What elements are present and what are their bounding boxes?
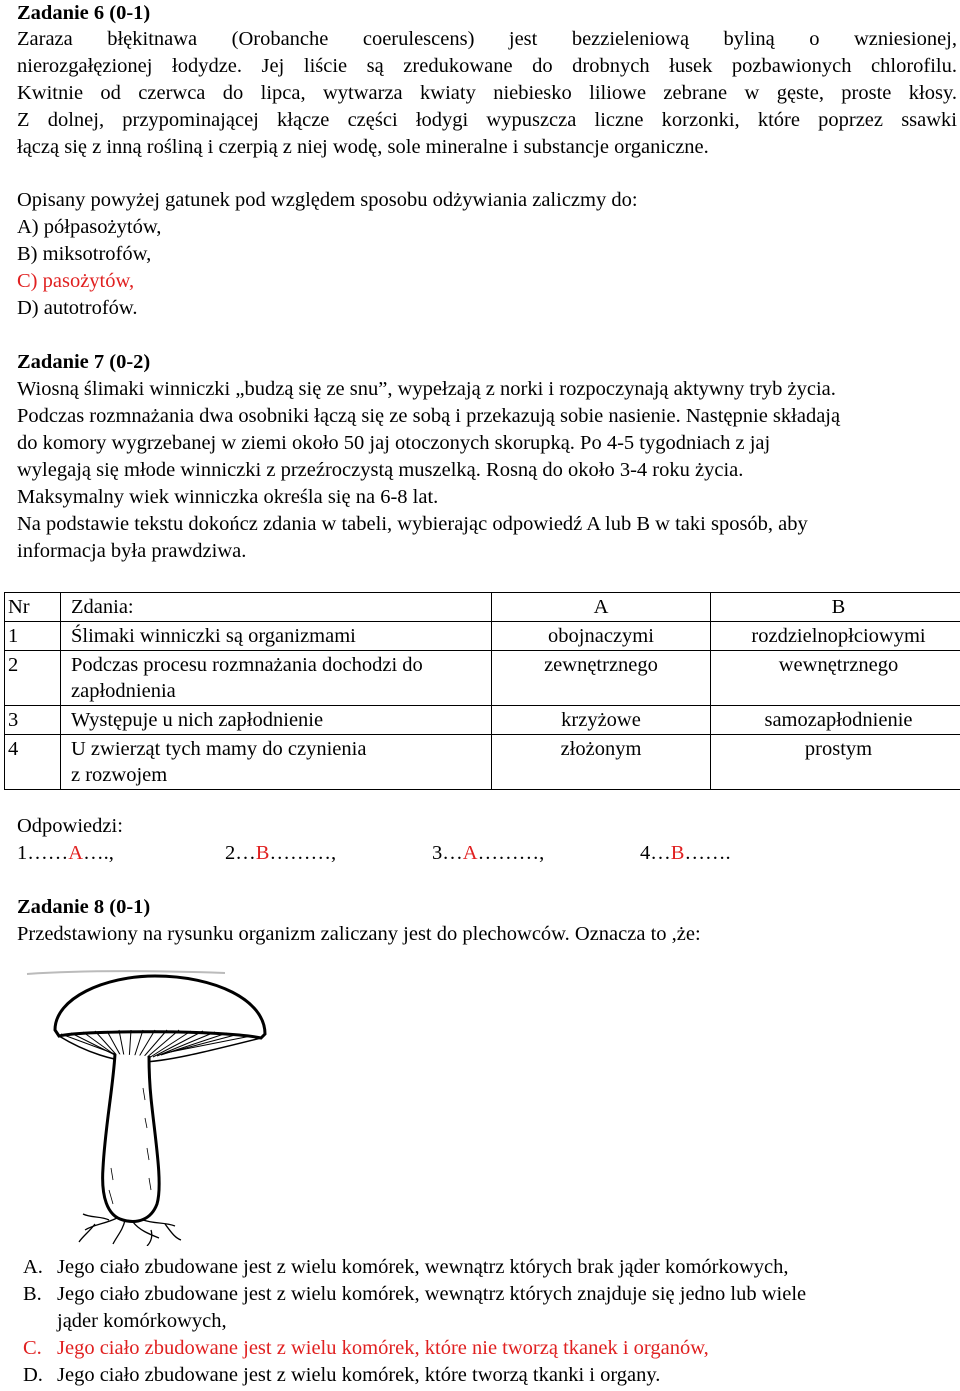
task6-option-b: B) miksotrofów,: [17, 243, 152, 265]
task8-option-b: [23, 1281, 806, 1307]
task8-option-d: [23, 1362, 660, 1388]
table-row: [5, 651, 960, 706]
task6-text-line: łączą się z inną rośliną i czerpią z niej wodę, sole mineralne i substancje organiczne.: [17, 136, 709, 158]
answer-3: [432, 840, 544, 866]
answer-dots: 4…: [640, 842, 671, 864]
answer-dots: 2…: [225, 842, 256, 864]
row-nr: 1: [5, 622, 61, 651]
task7-instruction: Na podstawie tekstu dokończ zdania w tabeli, wybierając odpowiedź A lub B w taki sposób, aby: [17, 513, 808, 535]
task8-question: Przedstawiony na rysunku organizm zaliczany jest do plechowców. Oznacza to ,że:: [17, 923, 701, 945]
task6-text-line: Zaraza błękitnawa (Orobanche coerulescens) jest bezzieleniową byliną o wzniesionej,: [17, 28, 957, 50]
row-option-a: złożonym: [492, 735, 711, 790]
task8-title: Zadanie 8 (0-1): [17, 896, 151, 918]
answer-dots: …….: [684, 842, 731, 864]
row-option-b: samozapłodnienie: [711, 706, 960, 735]
header-sentence: Zdania:: [61, 593, 492, 622]
row-nr: 2: [5, 651, 61, 706]
task6-text-line: nierozgałęzionej łodydze. Jej liście są zredukowane do drobnych łusek pozbawionych chlorofilu.: [17, 55, 957, 77]
table-row: [5, 706, 960, 735]
answer-dots: ….,: [83, 842, 114, 864]
task6-text-line: Z dolnej, przypominającej kłącze części łodygi wypuszcza liczne korzonki, które poprzez ssawki: [17, 109, 957, 131]
answer-dots: 1……: [17, 842, 69, 864]
row-sentence: [61, 622, 492, 651]
header-b: B: [711, 593, 960, 622]
row-nr: 4: [5, 735, 61, 790]
task7-answers: [17, 840, 957, 866]
task7-answers-label: Odpowiedzi:: [17, 815, 123, 837]
task7-text-line: do komory wygrzebanej w ziemi około 50 jaj otoczonych skorupką. Po 4-5 tygodniach z jaj: [17, 432, 771, 454]
row-option-b: wewnętrznego: [711, 651, 960, 706]
answer-dots: ………,: [269, 842, 337, 864]
table-row: [5, 622, 960, 651]
row-sentence: [61, 735, 492, 790]
answer-1: [17, 840, 114, 866]
option-letter: D.: [23, 1364, 43, 1386]
task6-option-a: A) półpasożytów,: [17, 216, 162, 238]
row-sentence: [61, 706, 492, 735]
answer-dots: ………,: [477, 842, 545, 864]
task7-text-line: Maksymalny wiek winniczka określa się na 6-8 lat.: [17, 486, 439, 508]
answer-2: [225, 840, 336, 866]
row-option-b: rozdzielnopłciowymi: [711, 622, 960, 651]
task8-option-c: [23, 1335, 709, 1361]
header-nr: Nr: [5, 593, 61, 622]
task6-text-line: Kwitnie od czerwca do lipca, wytwarza kwiaty niebiesko liliowe zebrane w gęste, proste kłosy.: [17, 82, 957, 104]
task7-table: [4, 592, 960, 790]
task7-title: Zadanie 7 (0-2): [17, 351, 151, 373]
row-sentence: [61, 651, 492, 706]
sentence-line: U zwierząt tych mamy do czynienia: [71, 738, 367, 760]
task6-question: Opisany powyżej gatunek pod względem sposobu odżywiania zaliczmy do:: [17, 189, 638, 211]
task7-text-line: wylegają się młode winniczki z przeźroczystą muszelką. Rosną do około 3-4 roku życia.: [17, 459, 744, 481]
answer-4: [640, 840, 731, 866]
option-letter: B.: [23, 1283, 42, 1305]
sentence-line: z rozwojem: [71, 764, 168, 786]
table-header-row: [5, 593, 960, 622]
task8-option-a: [23, 1254, 789, 1280]
task7-instruction: informacja była prawdziwa.: [17, 540, 247, 562]
option-letter: C.: [23, 1337, 42, 1359]
task7-text-line: Podczas rozmnażania dwa osobniki łączą się ze sobą i przekazują sobie nasienie. Następnie składają: [17, 405, 841, 427]
row-option-a: krzyżowe: [492, 706, 711, 735]
option-text: Jego ciało zbudowane jest z wielu komórek, wewnątrz których znajduje się jedno lub wiele: [57, 1283, 807, 1305]
option-text: jąder komórkowych,: [57, 1310, 227, 1332]
row-option-b: prostym: [711, 735, 960, 790]
task6-title: Zadanie 6 (0-1): [17, 2, 151, 24]
option-text: Jego ciało zbudowane jest z wielu komórek, które nie tworzą tkanek i organów,: [57, 1337, 709, 1359]
sentence-line: Występuje u nich zapłodnienie: [71, 709, 324, 731]
task8-option-b-cont: [23, 1308, 227, 1334]
option-letter: A.: [23, 1256, 43, 1278]
row-option-a: zewnętrznego: [492, 651, 711, 706]
table-row: [5, 735, 960, 790]
task6-option-c: C) pasożytów,: [17, 270, 135, 292]
answer-dots: 3…: [432, 842, 463, 864]
answer-value: A: [462, 842, 478, 864]
sentence-line: Ślimaki winniczki są organizmami: [71, 625, 356, 647]
row-nr: 3: [5, 706, 61, 735]
sentence-line: zapłodnienia: [71, 680, 176, 702]
option-text: Jego ciało zbudowane jest z wielu komórek, wewnątrz których brak jąder komórkowych,: [57, 1256, 789, 1278]
sentence-line: Podczas procesu rozmnażania dochodzi do: [71, 654, 423, 676]
task6-option-d: D) autotrofów.: [17, 297, 138, 319]
answer-value: B: [255, 842, 270, 864]
answer-value: B: [670, 842, 685, 864]
row-option-a: obojnaczymi: [492, 622, 711, 651]
mushroom-illustration: [25, 968, 285, 1246]
answer-value: A: [68, 842, 84, 864]
header-a: A: [492, 593, 711, 622]
option-text: Jego ciało zbudowane jest z wielu komórek, które tworzą tkanki i organy.: [57, 1364, 661, 1386]
task7-text-line: Wiosną ślimaki winniczki „budzą się ze snu”, wypełzają z norki i rozpoczynają aktywny tryb życia.: [17, 378, 836, 400]
